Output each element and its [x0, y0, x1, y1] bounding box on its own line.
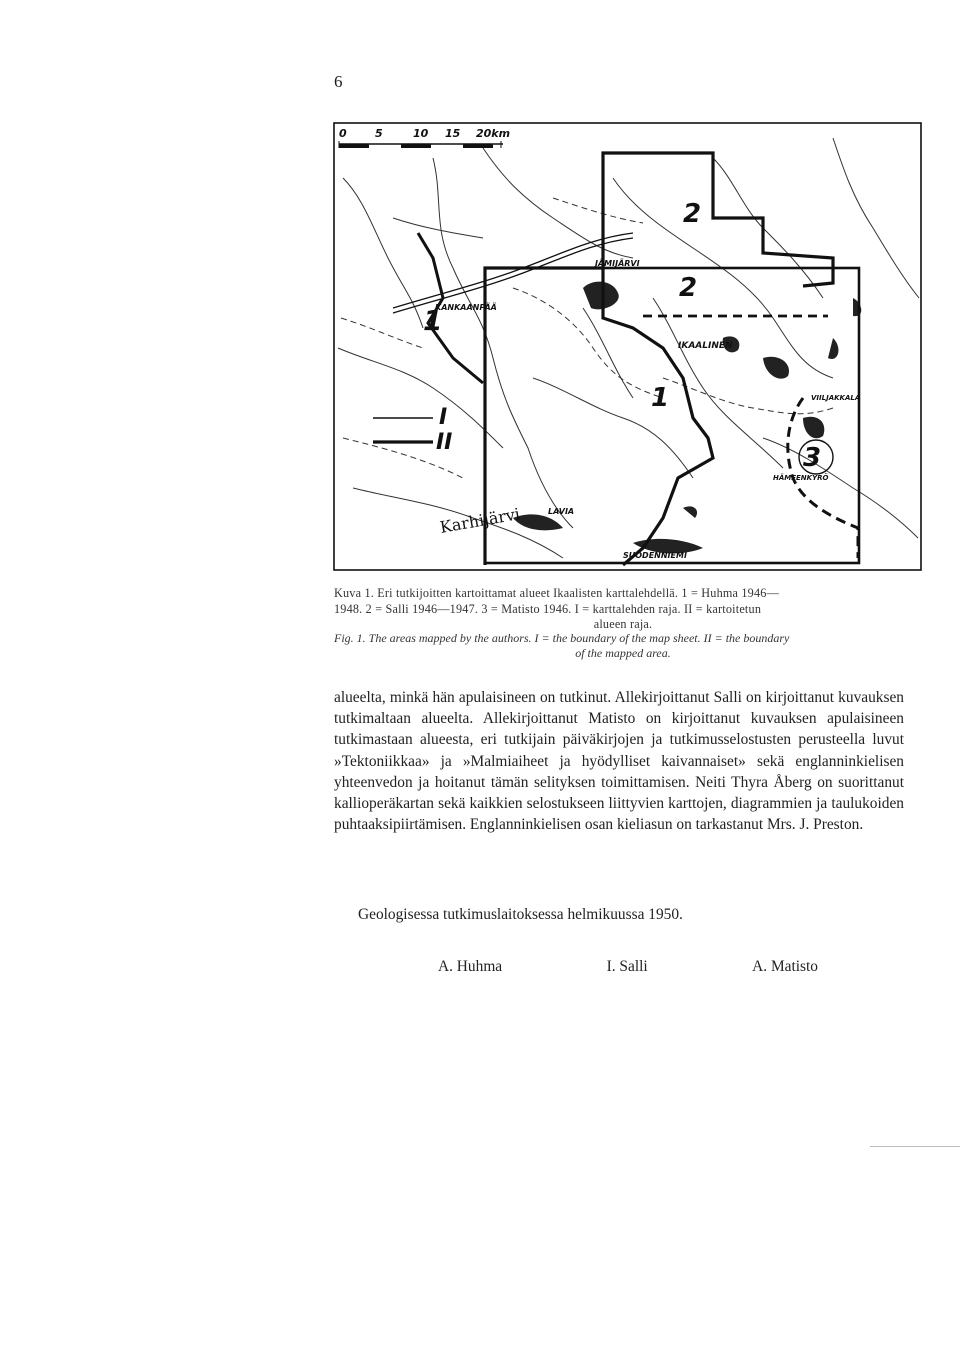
caption-fi-line3: alueen raja.: [593, 617, 653, 631]
place-hameenkyro: HÄMEENKYRÖ: [773, 474, 829, 482]
figure-caption-finnish: [334, 586, 912, 633]
signatures: [438, 958, 818, 976]
page-edge-rule: [870, 1146, 960, 1147]
scale-tick-0: 0: [339, 127, 347, 140]
signature-matisto: A. Matisto: [752, 958, 818, 975]
area-label-2-north: 2: [683, 199, 702, 229]
map-legend: [373, 405, 452, 455]
caption-en-line2: of the mapped area.: [575, 646, 671, 660]
scale-tick-20km: 20km: [476, 127, 511, 140]
area-label-3: 3: [803, 443, 822, 473]
legend-I: I: [439, 405, 448, 430]
scale-bar: [339, 127, 510, 148]
map-svg: [333, 118, 923, 574]
figure-caption-english: [334, 631, 912, 661]
scale-tick-10: 10: [413, 127, 429, 140]
place-jamijarvi: JÄMIJÄRVI: [595, 259, 640, 268]
caption-fi-line2: 1948. 2 = Salli 1946—1947. 3 = Matisto 1946. I = karttalehden raja. II = kartoitetun: [334, 601, 762, 616]
place-kankaanpaa: KANKAANPÄÄ: [435, 303, 497, 312]
area-label-2: 2: [679, 273, 698, 303]
place-ikaalinen: IKAALINEN: [678, 341, 733, 351]
caption-fi-line1: Kuva 1. Eri tutkijoitten kartoittamat alueet Ikaalisten karttalehdellä. 1 = Huhma 1946—: [334, 586, 779, 600]
area-label-1: 1: [651, 383, 670, 413]
signature-salli: I. Salli: [606, 958, 648, 975]
place-karhijarvi: Karhijärvi: [438, 504, 522, 537]
area-label-1-west: 1: [423, 304, 443, 337]
place-suodenniemi: SUODENNIEMI: [623, 551, 687, 560]
legend-II: II: [436, 430, 453, 455]
page-number: 6: [334, 72, 343, 91]
location-map: [333, 118, 923, 574]
place-lavia: LAVIA: [548, 507, 575, 516]
caption-en-line1: Fig. 1. The areas mapped by the authors. I = the boundary of the map sheet. II = the boundary: [334, 631, 790, 645]
scale-tick-5: 5: [375, 127, 383, 140]
place-viiljakkala: VIILJAKKALA: [811, 394, 861, 402]
body-paragraph: alueelta, minkä hän apulaisineen on tutkinut. Allekirjoittanut Salli on kirjoittanut kuvauksen tutkimaltaan alueelta. Allekirjoittanut Matisto on kirjoittanut kuvauksen apulaisineen tutkimastaan alueesta, eri tutkijain päiväkirjojen ja tutkimusselostusten perusteella luvut »Tektoniikkaa» ja »Malmiaiheet ja hyödylliset kaivannaiset» sekä englanninkielisen yhteenvedon ja hoitanut tämän selityksen toimittamisen. Neiti Thyra Åberg on suorittanut kallioperäkartan sekä kaikkien selostukseen liittyvien karttojen, diagrammien ja taulukoiden puhtaaksipiirtämisen. Englanninkielisen osan kieliasun on tarkastanut Mrs. J. Preston.: [334, 689, 904, 834]
scale-tick-15: 15: [445, 127, 461, 140]
signature-huhma: A. Huhma: [438, 958, 503, 975]
place-date-line: Geologisessa tutkimuslaitoksessa helmikuussa 1950.: [358, 906, 683, 923]
